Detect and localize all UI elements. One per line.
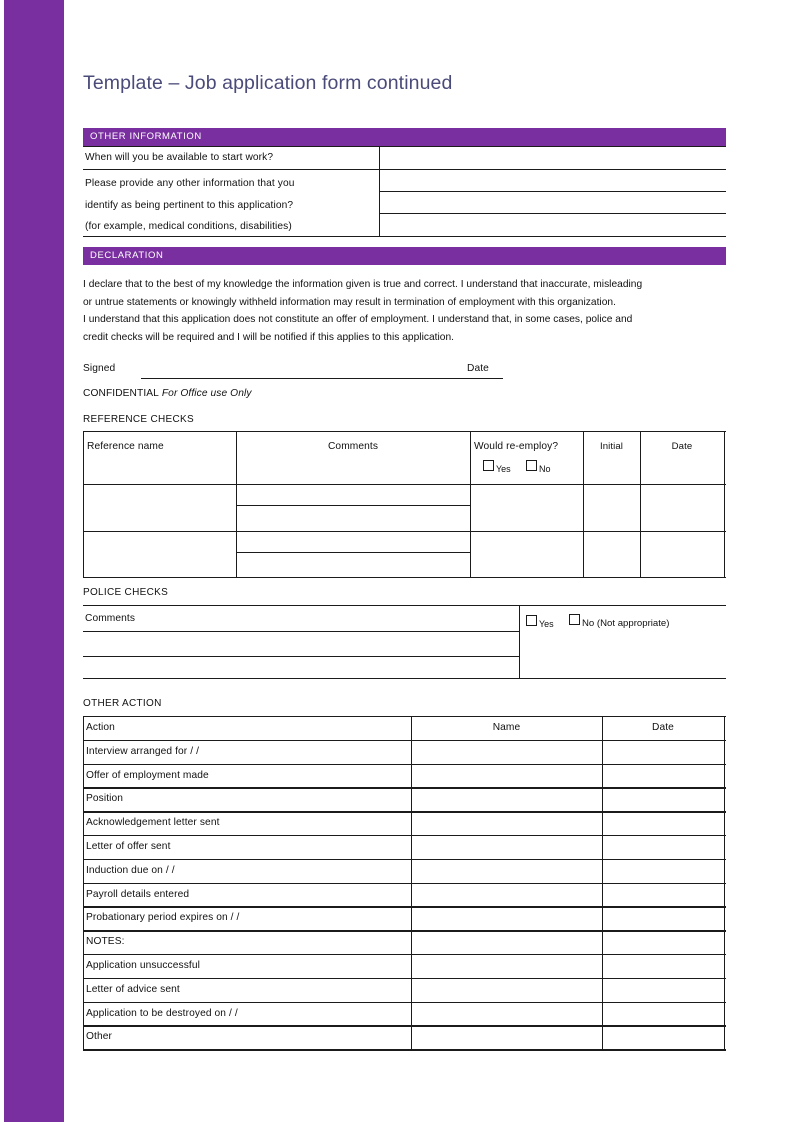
rule-oa-horizontal: [83, 716, 726, 717]
purple-sidebar-band: [4, 0, 64, 1122]
rule-oa-horizontal: [83, 787, 726, 788]
rule-rc-r1-bottom: [83, 531, 726, 532]
other-action-row-label: Acknowledgement letter sent: [86, 817, 220, 829]
other-action-row-label: Induction due on / /: [86, 864, 175, 876]
rule-rc-r2-sub: [236, 552, 470, 553]
other-action-row-label: Application unsuccessful: [86, 960, 200, 971]
other-action-row-label: Application to be destroyed on / /: [86, 1007, 238, 1019]
rule-oi-1: [83, 169, 726, 170]
column-header-would-reemploy: Would re-employ?: [474, 441, 559, 452]
office-use-only-label: For Office use Only: [161, 388, 252, 399]
checkbox-police-no[interactable]: [569, 614, 580, 625]
section-header-reference-checks: REFERENCE CHECKS: [83, 414, 194, 425]
rule-oa-horizontal: [83, 906, 726, 907]
rule-oa-horizontal: [83, 954, 726, 955]
section-header-declaration: DECLARATION: [83, 247, 726, 265]
rule-rc-top: [83, 431, 726, 432]
divider-oi-column: [379, 146, 380, 236]
other-action-row-label: Probationary period expires on / /: [86, 912, 240, 924]
declaration-line-1: I declare that to the best of my knowledge the information given is true and correct. I understand that inaccurate, misleading: [83, 279, 643, 290]
declaration-paragraph: [83, 276, 726, 346]
other-action-row-label: Other: [86, 1031, 112, 1043]
rule-rc-r1-sub: [236, 505, 470, 506]
confidential-notice: [83, 388, 252, 399]
question-availability: When will you be available to start work?: [85, 152, 274, 163]
rule-oa-vertical: [724, 716, 725, 1049]
column-header-reference-name: Reference name: [87, 441, 164, 452]
rule-rc-header-bottom: [83, 484, 726, 485]
rule-oa-horizontal: [83, 1025, 726, 1026]
rule-pc-2: [83, 656, 519, 657]
other-action-row-label: Offer of employment made: [86, 769, 209, 781]
question-other-info-line3: (for example, medical conditions, disabilities): [85, 221, 292, 232]
rule-pc-divider: [519, 605, 520, 678]
rule-oa-horizontal: [83, 1049, 726, 1050]
rule-oa-horizontal: [83, 764, 726, 765]
column-header-comments: Comments: [327, 441, 379, 452]
rule-pc-bottom: [83, 678, 726, 679]
rule-oa-vertical: [411, 716, 412, 1049]
signature-line[interactable]: [141, 378, 503, 379]
checkbox-police-yes[interactable]: [526, 615, 537, 626]
rule-rc-v4: [640, 431, 641, 577]
rule-oa-horizontal: [83, 740, 726, 741]
document-page: [83, 0, 727, 1122]
section-header-police-checks: POLICE CHECKS: [83, 587, 169, 598]
question-other-info-line2: identify as being pertinent to this application?: [85, 200, 294, 211]
rule-rc-v1: [236, 431, 237, 577]
date-label: Date: [467, 363, 489, 374]
rule-rc-v3: [583, 431, 584, 577]
rule-oi-3: [379, 213, 726, 214]
other-action-row-label: NOTES:: [86, 936, 125, 948]
rule-pc-1: [83, 631, 519, 632]
section-header-other-information: OTHER INFORMATION: [83, 128, 726, 146]
declaration-line-2: or untrue statements or knowingly withheld information may result in termination of employment with this organization.: [83, 296, 616, 308]
rule-rc-v5: [724, 431, 725, 577]
rule-oa-horizontal: [83, 1002, 726, 1003]
other-action-row-label: Letter of advice sent: [86, 983, 180, 995]
column-header-name: Name: [492, 722, 521, 733]
column-header-action: Action: [86, 722, 115, 733]
rule-oi-bottom: [83, 236, 726, 237]
other-action-row-label: Payroll details entered: [86, 888, 190, 900]
rule-oa-vertical: [83, 716, 84, 1049]
other-action-row-label: Interview arranged for / /: [86, 745, 200, 757]
rule-oa-horizontal: [83, 978, 726, 979]
other-action-row-label: Position: [86, 793, 124, 805]
signed-label: Signed: [83, 363, 116, 374]
rule-oa-horizontal: [83, 930, 726, 931]
rule-rc-bottom: [83, 577, 726, 578]
rule-oa-horizontal: [83, 859, 726, 860]
rule-oa-horizontal: [83, 883, 726, 884]
rule-rc-v2: [470, 431, 471, 577]
declaration-line-4: credit checks will be required and I will be notified if this applies to this application.: [83, 331, 455, 343]
column-header-initial: Initial: [599, 441, 624, 452]
rule-oa-horizontal: [83, 811, 726, 812]
column-header-date: Date: [671, 441, 693, 452]
checkbox-police-no-label: No (Not appropriate): [582, 618, 670, 629]
police-comments-label: Comments: [85, 613, 136, 624]
other-action-row-label: Letter of offer sent: [86, 841, 171, 852]
declaration-line-3: I understand that this application does not constitute an offer of employment. I understand that, in some cases, police and: [83, 314, 633, 326]
column-header-date: Date: [652, 722, 674, 733]
checkbox-reemploy-no-label: No: [539, 464, 551, 474]
rule-oi-2: [379, 191, 726, 192]
checkbox-reemploy-yes-label: Yes: [496, 464, 511, 474]
page-title: Template – Job application form continued: [83, 72, 453, 94]
confidential-label: CONFIDENTIAL: [83, 388, 159, 399]
rule-pc-top: [83, 605, 726, 606]
question-other-info-line1: Please provide any other information that you: [85, 178, 295, 189]
checkbox-police-yes-label: Yes: [539, 619, 554, 629]
rule-oa-horizontal: [83, 835, 726, 836]
checkbox-reemploy-no[interactable]: [526, 460, 537, 471]
rule-rc-v0: [83, 431, 84, 577]
section-header-other-action: OTHER ACTION: [83, 698, 162, 709]
rule-oi-top: [83, 146, 726, 147]
rule-oa-vertical: [602, 716, 603, 1049]
checkbox-reemploy-yes[interactable]: [483, 460, 494, 471]
